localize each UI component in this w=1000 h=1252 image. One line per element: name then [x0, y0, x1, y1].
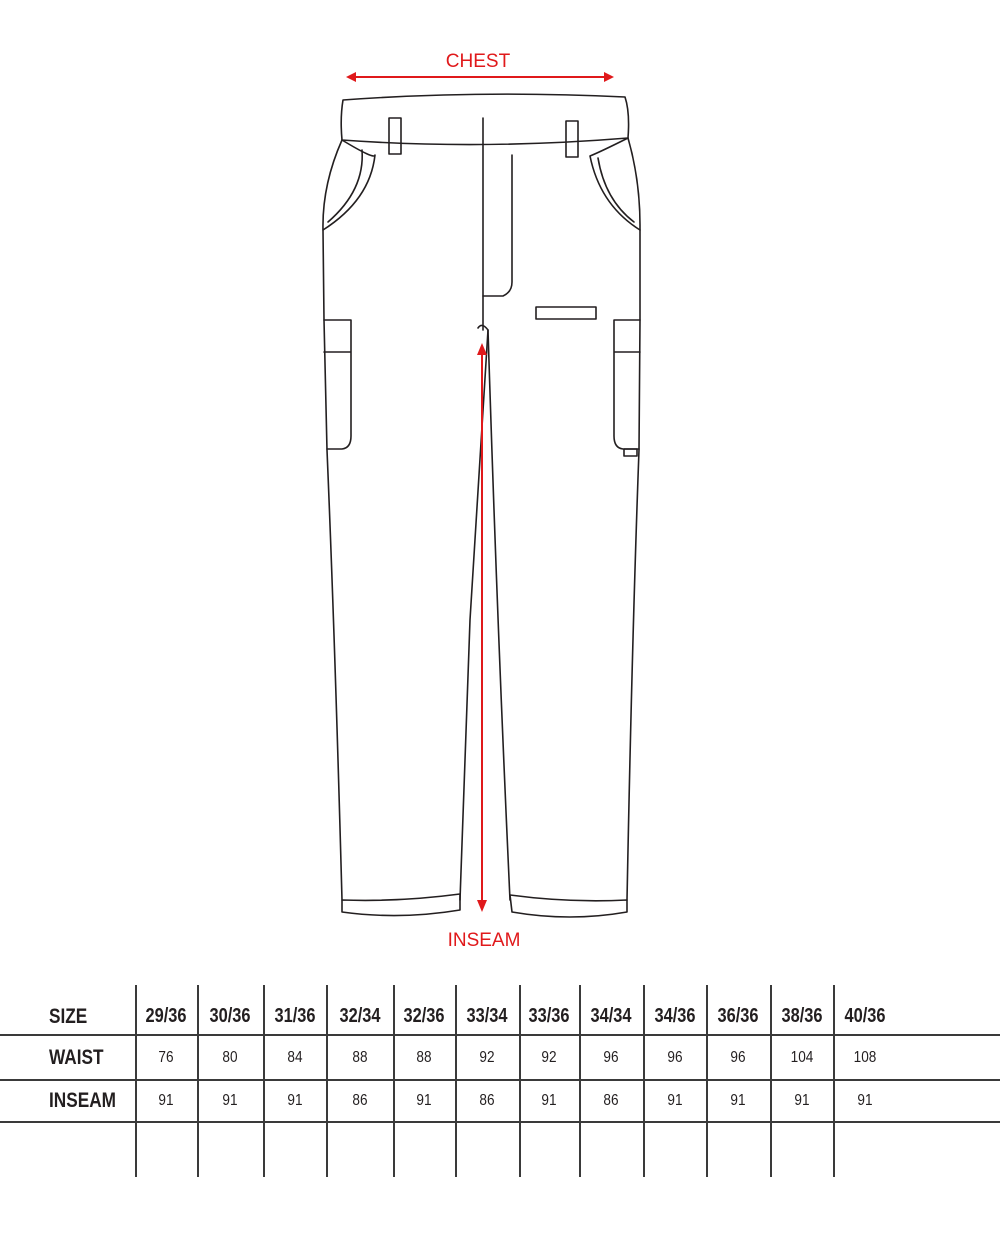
- table-column-divider: [393, 985, 395, 1177]
- table-column-divider: [519, 985, 521, 1177]
- left-inner-seam: [460, 325, 488, 900]
- waist-cell: 108: [853, 1049, 876, 1066]
- inseam-cell: 91: [222, 1092, 238, 1109]
- size-header-cell: 33/34: [466, 1005, 508, 1027]
- waist-cell: 104: [790, 1049, 813, 1066]
- table-column-divider: [706, 985, 708, 1177]
- table-column-divider: [135, 985, 137, 1177]
- waist-cell: 96: [603, 1049, 619, 1066]
- size-header-cell: 36/36: [717, 1005, 759, 1027]
- table-column-divider: [833, 985, 835, 1177]
- size-chart-table: [0, 985, 1000, 1180]
- left-outer-seam: [323, 140, 342, 900]
- waist-cell: 80: [222, 1049, 238, 1066]
- inseam-label: INSEAM: [447, 930, 521, 951]
- size-header-cell: 32/36: [403, 1005, 445, 1027]
- inseam-measure: [448, 343, 521, 951]
- inseam-cell: 91: [666, 1092, 683, 1109]
- size-header-cell: 30/36: [209, 1005, 251, 1027]
- waist-cell: 96: [730, 1049, 746, 1066]
- size-header-cell: 29/36: [145, 1005, 187, 1027]
- table-column-divider: [643, 985, 645, 1177]
- row-header-waist: WAIST: [49, 1046, 104, 1069]
- right-inner-seam: [488, 330, 510, 900]
- right-front-pocket: [590, 138, 640, 230]
- inseam-cell: 91: [730, 1092, 746, 1109]
- size-header-cell: 38/36: [780, 1005, 823, 1027]
- table-column-divider: [263, 985, 265, 1177]
- size-header-cell: 40/36: [843, 1005, 886, 1027]
- table-column-divider: [579, 985, 581, 1177]
- waist-cell: 92: [541, 1049, 557, 1066]
- table-column-divider: [326, 985, 328, 1177]
- inseam-cell: 86: [603, 1092, 619, 1109]
- table-row-divider: [0, 1121, 1000, 1123]
- inseam-cell: 91: [158, 1092, 174, 1109]
- waist-cell: 88: [351, 1049, 368, 1066]
- left-hem: [342, 894, 460, 916]
- table-row-divider: [0, 1034, 1000, 1036]
- table-column-divider: [770, 985, 772, 1177]
- size-header-cell: 33/36: [528, 1005, 570, 1027]
- table-column-divider: [197, 985, 199, 1177]
- size-header-cell: 34/36: [653, 1005, 696, 1027]
- size-header-cell: 31/36: [273, 1005, 316, 1027]
- left-cargo-pocket: [324, 320, 351, 449]
- waist-cell: 76: [158, 1049, 174, 1066]
- right-cargo-pocket: [614, 320, 640, 449]
- inseam-cell: 86: [351, 1092, 368, 1109]
- belt-loop-right: [566, 121, 578, 157]
- table-column-divider: [455, 985, 457, 1177]
- size-header-cell: 32/34: [338, 1005, 381, 1027]
- row-header-size: SIZE: [49, 1005, 88, 1028]
- chest-label: CHEST: [445, 51, 511, 72]
- waist-cell: 96: [666, 1049, 683, 1066]
- waist-cell: 84: [286, 1049, 303, 1066]
- inseam-cell: 86: [479, 1092, 495, 1109]
- right-hem: [510, 895, 627, 917]
- left-front-pocket: [323, 140, 375, 230]
- row-header-inseam: INSEAM: [49, 1089, 116, 1112]
- inseam-cell: 91: [416, 1092, 432, 1109]
- inseam-cell: 91: [856, 1092, 873, 1109]
- belt-loop-left: [389, 118, 401, 154]
- size-header-cell: 34/34: [590, 1005, 632, 1027]
- right-outer-seam: [627, 138, 640, 900]
- coin-pocket: [536, 307, 596, 319]
- inseam-cell: 91: [793, 1092, 810, 1109]
- waist-cell: 88: [416, 1049, 432, 1066]
- waist-cell: 92: [479, 1049, 495, 1066]
- waistband: [341, 94, 628, 144]
- table-row-divider: [0, 1079, 1000, 1081]
- inseam-cell: 91: [286, 1092, 303, 1109]
- chest-measure: [346, 51, 612, 82]
- inseam-cell: 91: [541, 1092, 557, 1109]
